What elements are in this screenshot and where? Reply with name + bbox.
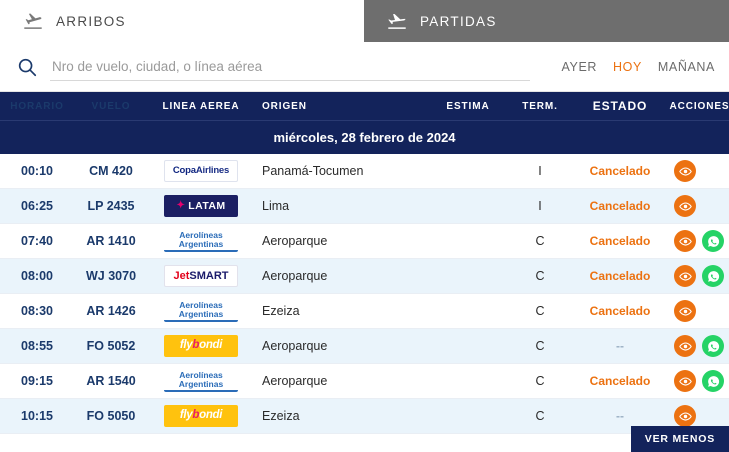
cell-acciones	[670, 335, 729, 357]
cell-vuelo: CM 420	[89, 164, 133, 178]
cell-terminal: C	[535, 234, 545, 248]
day-filter-links	[562, 60, 716, 74]
date-row: miércoles, 28 febrero de 2024	[0, 120, 729, 154]
eye-icon[interactable]	[674, 335, 696, 357]
whatsapp-icon[interactable]	[702, 230, 724, 252]
airline-logo-jetsmart: Jet SMART	[164, 265, 238, 287]
cell-horario: 06:25	[21, 199, 53, 213]
tab-arribos[interactable]	[0, 0, 364, 42]
eye-icon[interactable]	[674, 370, 696, 392]
search-bar	[0, 42, 729, 92]
ver-menos-button[interactable]: VER MENOS	[631, 426, 729, 452]
cell-vuelo: AR 1426	[86, 304, 136, 318]
table-row[interactable]	[0, 224, 729, 259]
cell-terminal: I	[538, 164, 542, 178]
cell-horario: 07:40	[21, 234, 53, 248]
cell-linea-aerea	[148, 300, 254, 322]
status-badge: Cancelado	[589, 304, 651, 318]
cell-origen: Panamá-Tocumen	[262, 164, 364, 178]
cell-acciones	[670, 405, 729, 427]
cell-acciones	[670, 230, 729, 252]
cell-origen: Aeroparque	[262, 269, 328, 283]
cell-horario: 09:15	[21, 374, 53, 388]
cell-origen: Ezeiza	[262, 409, 300, 423]
cell-terminal: C	[535, 304, 545, 318]
status-badge: Cancelado	[589, 374, 651, 388]
table-row[interactable]	[0, 399, 729, 434]
table-row[interactable]	[0, 259, 729, 294]
cell-terminal: I	[538, 199, 542, 213]
cell-vuelo: AR 1540	[86, 374, 136, 388]
status-badge: Cancelado	[589, 199, 651, 213]
cell-vuelo: LP 2435	[87, 199, 135, 213]
cell-vuelo: FO 5052	[86, 339, 136, 353]
cell-horario: 10:15	[21, 409, 53, 423]
header-estima: ESTIMA	[446, 100, 490, 112]
status-badge: Cancelado	[589, 164, 651, 178]
eye-icon[interactable]	[674, 160, 696, 182]
cell-origen: Lima	[262, 199, 290, 213]
day-link-manana[interactable]: MAÑANA	[657, 59, 715, 74]
header-estado: ESTADO	[592, 99, 648, 113]
eye-icon[interactable]	[674, 405, 696, 427]
tab-arribos-label: ARRIBOS	[56, 13, 126, 29]
airline-logo-latam: ✦ LATAM	[164, 195, 238, 217]
cell-linea-aerea	[148, 230, 254, 252]
whatsapp-icon[interactable]	[702, 265, 724, 287]
plane-departure-icon	[386, 10, 408, 32]
cell-linea-aerea	[148, 405, 254, 427]
airline-logo-aerolineas-argentinas: Aerolíneas Argentinas	[164, 370, 238, 392]
cell-horario: 08:55	[21, 339, 53, 353]
status-badge: Cancelado	[589, 269, 651, 283]
table-row[interactable]	[0, 364, 729, 399]
status-badge: --	[616, 339, 624, 353]
cell-vuelo: WJ 3070	[85, 269, 137, 283]
whatsapp-icon[interactable]	[702, 370, 724, 392]
cell-horario: 00:10	[21, 164, 53, 178]
day-link-hoy[interactable]: HOY	[613, 59, 642, 74]
tab-partidas-label: PARTIDAS	[420, 13, 497, 29]
cell-linea-aerea	[148, 160, 254, 182]
cell-terminal: C	[535, 339, 545, 353]
whatsapp-icon[interactable]	[702, 335, 724, 357]
airline-logo-flybondi: fly b ondi	[164, 405, 238, 427]
table-row[interactable]	[0, 294, 729, 329]
header-terminal: TERM.	[522, 100, 558, 112]
cell-linea-aerea	[148, 195, 254, 217]
eye-icon[interactable]	[674, 195, 696, 217]
flight-rows	[0, 154, 729, 434]
eye-icon[interactable]	[674, 300, 696, 322]
airline-logo-flybondi: fly b ondi	[164, 335, 238, 357]
cell-origen: Aeroparque	[262, 234, 328, 248]
cell-origen: Aeroparque	[262, 374, 328, 388]
tab-partidas[interactable]	[364, 0, 729, 42]
table-header	[0, 92, 729, 120]
header-vuelo: VUELO	[91, 100, 131, 112]
cell-linea-aerea	[148, 335, 254, 357]
cell-vuelo: FO 5050	[86, 409, 136, 423]
day-link-ayer[interactable]: AYER	[561, 59, 598, 74]
cell-origen: Aeroparque	[262, 339, 328, 353]
eye-icon[interactable]	[674, 230, 696, 252]
table-row[interactable]	[0, 154, 729, 189]
cell-terminal: C	[535, 409, 545, 423]
header-acciones: ACCIONES	[669, 100, 729, 112]
cell-terminal: C	[535, 374, 545, 388]
cell-acciones	[670, 370, 729, 392]
board-tabs	[0, 0, 729, 42]
header-origen: ORIGEN	[262, 100, 307, 112]
cell-acciones	[670, 265, 729, 287]
cell-linea-aerea	[148, 265, 254, 287]
search-input[interactable]	[50, 53, 530, 81]
airline-logo-copa: Copa Airlines	[164, 160, 238, 182]
cell-acciones	[670, 300, 729, 322]
plane-arrival-icon	[22, 10, 44, 32]
status-badge: --	[616, 409, 624, 423]
cell-horario: 08:00	[21, 269, 53, 283]
table-row[interactable]	[0, 329, 729, 364]
header-horario: HORARIO	[10, 100, 64, 112]
airline-logo-aerolineas-argentinas: Aerolíneas Argentinas	[164, 300, 238, 322]
cell-origen: Ezeiza	[262, 304, 300, 318]
eye-icon[interactable]	[674, 265, 696, 287]
search-icon[interactable]	[16, 56, 38, 78]
cell-linea-aerea	[148, 370, 254, 392]
cell-horario: 08:30	[21, 304, 53, 318]
cell-acciones	[670, 160, 729, 182]
cell-terminal: C	[535, 269, 545, 283]
header-linea-aerea: LINEA AEREA	[162, 100, 240, 112]
cell-acciones	[670, 195, 729, 217]
status-badge: Cancelado	[589, 234, 651, 248]
table-row[interactable]	[0, 189, 729, 224]
airline-logo-aerolineas-argentinas: Aerolíneas Argentinas	[164, 230, 238, 252]
cell-vuelo: AR 1410	[86, 234, 136, 248]
